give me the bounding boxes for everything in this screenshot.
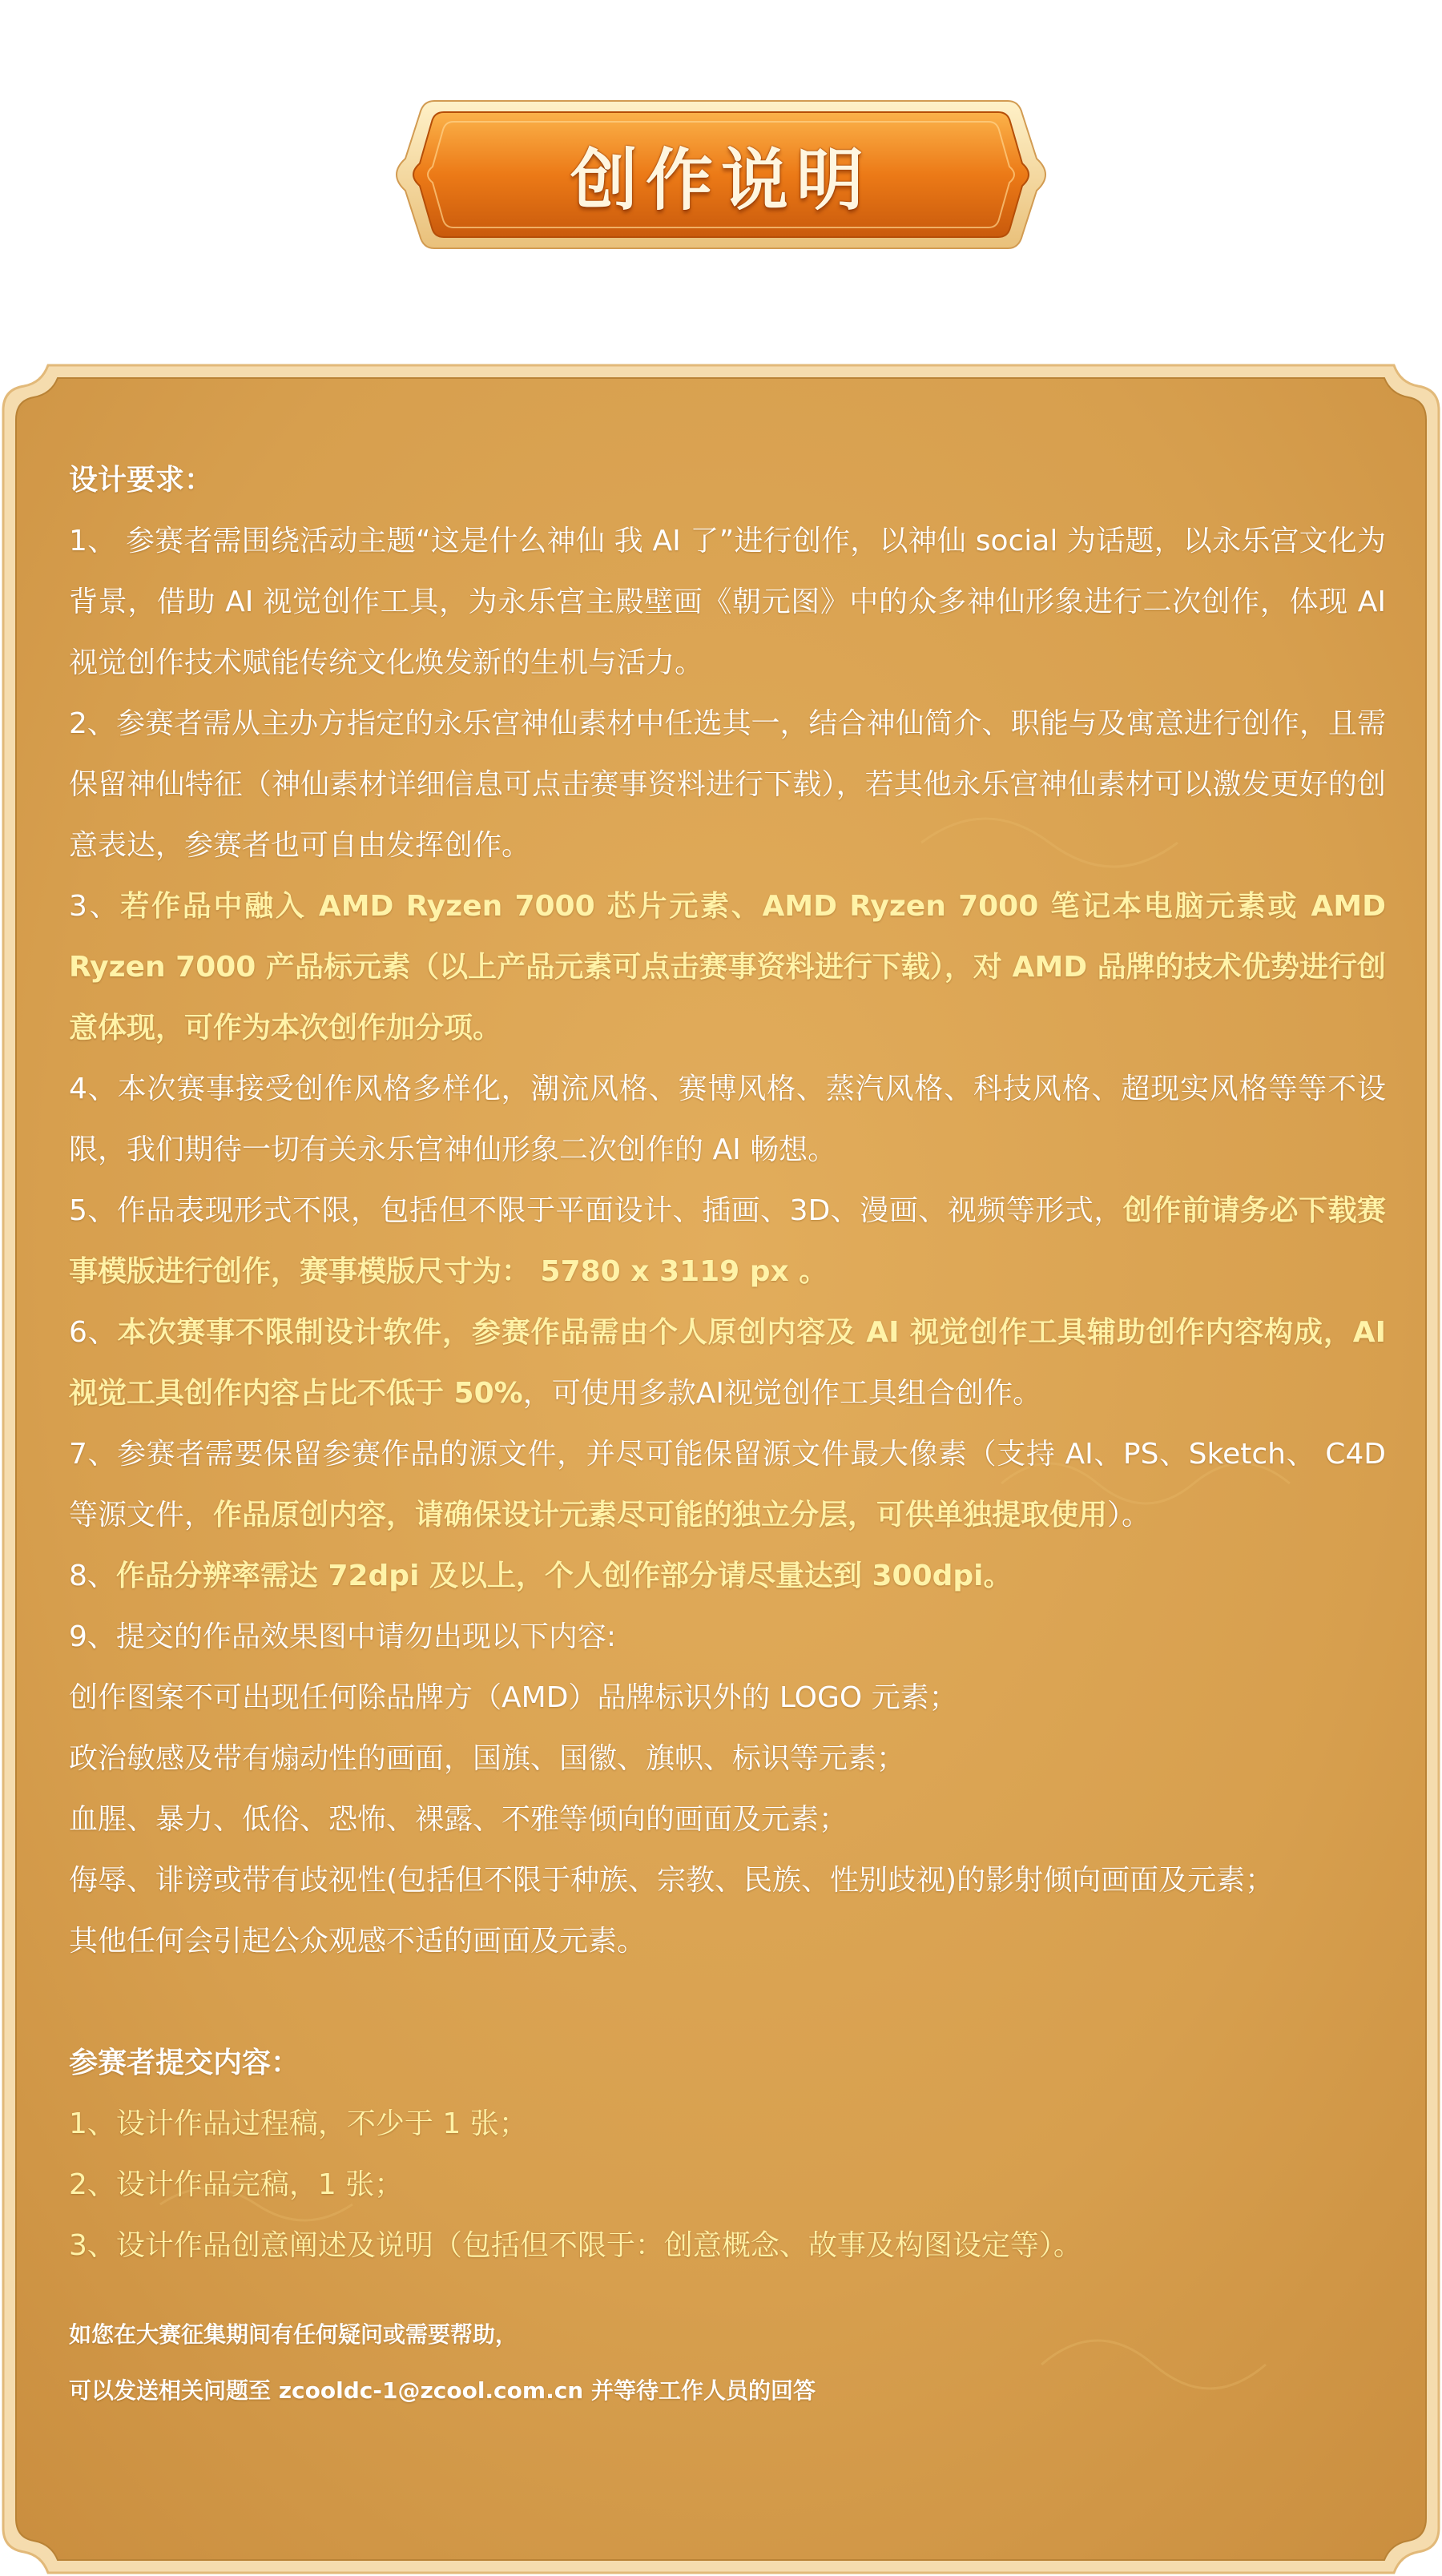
design-item-5: 5、作品表现形式不限，包括但不限于平面设计、插画、3D、漫画、视频等形式，创作前请务必下载赛事模版进行创作，赛事模版尺寸为： 5780 x 3119 px 。 bbox=[69, 1194, 1386, 1288]
design-item-8: 8、作品分辨率需达 72dpi 及以上，个人创作部分请尽量达到 300dpi。 bbox=[69, 1560, 1013, 1592]
page-title: 创作说明 bbox=[570, 140, 872, 219]
design-heading: 设计要求： bbox=[69, 464, 214, 497]
design-item-4: 4、本次赛事接受创作风格多样化，潮流风格、赛博风格、蒸汽风格、科技风格、超现实风格等等不设限，我们期待一切有关永乐宫神仙形象二次创作的 AI 畅想。 bbox=[69, 1073, 1386, 1166]
footer-help-text: 如您在大赛征集期间有任何疑问或需要帮助， bbox=[69, 2321, 518, 2348]
design-item-1: 1、 参赛者需围绕活动主题“这是什么神仙 我 AI 了”进行创作，以神仙 social 为话题，以永乐宫文化为背景，借助 AI 视觉创作工具，为永乐宫主殿壁画《朝元图》中的众多神仙形象进行二次创作，体现 AI 视觉创作技术赋能传统文化焕发新的生机与活力。 bbox=[69, 525, 1386, 679]
submission-heading: 参赛者提交内容： bbox=[69, 2047, 300, 2079]
prohibited-item: 创作图案不可出现任何除品牌方（AMD）品牌标识外的 LOGO 元素； bbox=[69, 1681, 958, 1714]
submission-item: 1、设计作品过程稿，不少于 1 张； bbox=[69, 2107, 528, 2140]
submission-item: 3、设计作品创意阐述及说明（包括但不限于：创意概念、故事及构图设定等）。 bbox=[69, 2229, 1082, 2262]
prohibited-item: 血腥、暴力、低俗、恐怖、裸露、不雅等倾向的画面及元素； bbox=[69, 1803, 848, 1836]
prohibited-item: 侮辱、诽谤或带有歧视性(包括但不限于种族、宗教、民族、性别歧视)的影射倾向画面及元素； bbox=[69, 1864, 1275, 1897]
prohibited-item: 政治敏感及带有煽动性的画面，国旗、国徽、旗帜、标识等元素； bbox=[69, 1742, 906, 1775]
content-panel bbox=[0, 362, 1442, 2576]
design-item-6: 6、本次赛事不限制设计软件，参赛作品需由个人原创内容及 AI 视觉创作工具辅助创作内容构成，AI 视觉工具创作内容占比不低于 50%，可使用多款AI视觉创作工具组合创作。 bbox=[69, 1316, 1386, 1410]
title-banner bbox=[386, 95, 1056, 255]
rules-content bbox=[69, 450, 1386, 2419]
prohibited-item: 其他任何会引起公众观感不适的画面及元素。 bbox=[69, 1925, 646, 1958]
design-item-3: 3、若作品中融入 AMD Ryzen 7000 芯片元素、AMD Ryzen 7000 笔记本电脑元素或 AMD Ryzen 7000 产品标元素（以上产品元素可点击赛事资料进行下载），对 AMD 品牌的技术优势进行创意体现，可作为本次创作加分项。 bbox=[69, 890, 1386, 1044]
section-spacer bbox=[69, 1972, 1386, 2033]
submission-item: 2、设计作品完稿，1 张； bbox=[69, 2168, 404, 2201]
footer-contact-text: 可以发送相关问题至 zcooldc-1@zcool.com.cn 并等待工作人员的回答 bbox=[69, 2377, 816, 2404]
section-spacer bbox=[69, 2276, 1386, 2307]
design-item-9: 9、提交的作品效果图中请勿出现以下内容: bbox=[69, 1620, 617, 1653]
design-item-2: 2、参赛者需从主办方指定的永乐宫神仙素材中任选其一，结合神仙简介、职能与及寓意进行创作，且需保留神仙特征（神仙素材详细信息可点击赛事资料进行下载），若其他永乐宫神仙素材可以激发更好的创意表达，参赛者也可自由发挥创作。 bbox=[69, 707, 1386, 862]
design-item-7: 7、参赛者需要保留参赛作品的源文件，并尽可能保留源文件最大像素（支持 AI、PS、Sketch、 C4D 等源文件，作品原创内容，请确保设计元素尽可能的独立分层，可供单独提取使用）。 bbox=[69, 1438, 1386, 1532]
